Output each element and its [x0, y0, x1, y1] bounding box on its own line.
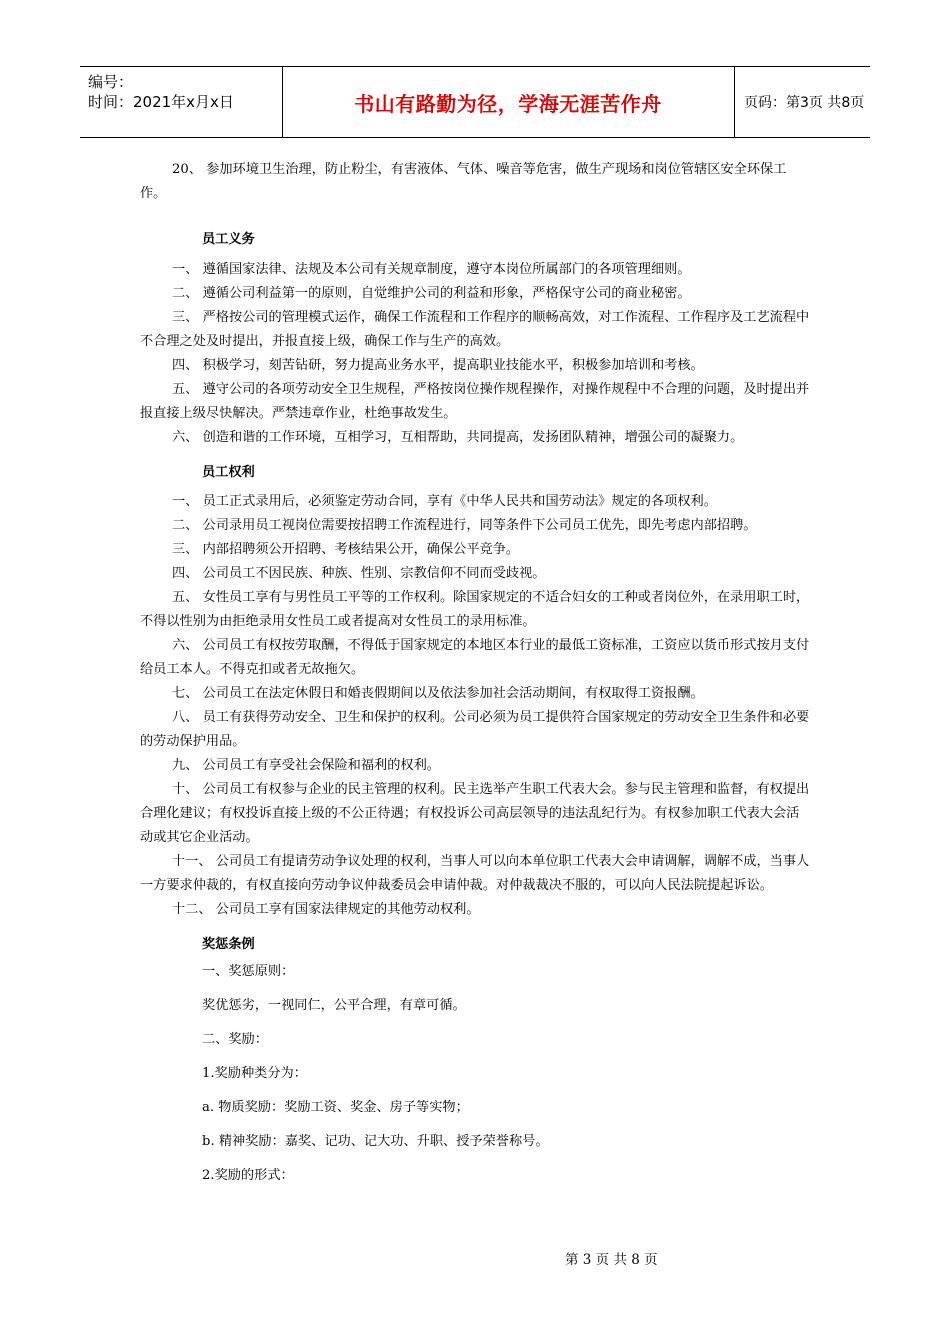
- rights-list: [140, 490, 810, 922]
- reward-line: 1.奖励种类分为：: [202, 1066, 307, 1081]
- duty-item: 一、 遵循国家法律、法规及本公司有关规章制度，遵守本岗位所属部门的各项管理细则。: [172, 262, 691, 277]
- header-info-cell: [80, 67, 283, 137]
- duty-item: 二、 遵循公司利益第一的原则，自觉维护公司的利益和形象，严格保守公司的商业秘密。: [172, 286, 691, 301]
- number-label: 编号：: [88, 73, 134, 91]
- section-heading-duties: 员工义务: [202, 232, 255, 247]
- time-label: 时间：2021年x月x日: [88, 93, 234, 111]
- rewards-section: [140, 960, 810, 1188]
- document-body: [140, 158, 810, 1188]
- page-indicator: 页码：第3页 共8页: [744, 95, 865, 111]
- right-item: 十二、 公司员工享有国家法律规定的其他劳动权利。: [172, 902, 480, 917]
- right-item: 十一、 公司员工有提请劳动争议处理的权利，当事人可以向本单位职工代表大会申请调解，调解不成，当事人一方要求仲裁的，有权直接向劳动争议仲裁委员会申请仲裁。对仲裁裁决不服的，可以向人民法院提起诉讼。: [140, 854, 810, 893]
- right-item: 十、 公司员工有权参与企业的民主管理的权利。民主选举产生职工代表大会。参与民主管理和监督，有权提出合理化建议；有权投诉直接上级的不公正待遇；有权投诉公司高层领导的违法乱纪行为。有权参加职工代表大会活动或其它企业活动。: [140, 782, 810, 845]
- right-item: 五、 女性员工享有与男性员工平等的工作权利。除国家规定的不适合妇女的工种或者岗位外，在录用职工时，不得以性别为由拒绝录用女性员工或者提高对女性员工的录用标准。: [140, 590, 810, 629]
- right-item: 三、 内部招聘须公开招聘、考核结果公开，确保公平竞争。: [172, 542, 520, 557]
- reward-line: 二、奖励：: [202, 1032, 268, 1047]
- right-item: 七、 公司员工在法定休假日和婚丧假期间以及依法参加社会活动期间，有权取得工资报酬。: [172, 686, 704, 701]
- reward-line: 2.奖励的形式：: [202, 1168, 294, 1183]
- right-item: 一、 员工正式录用后，必须鉴定劳动合同，享有《中华人民共和国劳动法》规定的各项权利。: [172, 494, 717, 509]
- right-item: 六、 公司员工有权按劳取酬，不得低于国家规定的本地区本行业的最低工资标准，工资应以货币形式按月支付给员工本人。不得克扣或者无故拖欠。: [140, 638, 810, 677]
- paragraph-20: 20、 参加环境卫生治理，防止粉尘，有害液体、气体、噪音等危害，做生产现场和岗位管辖区安全环保工作。: [140, 162, 787, 201]
- header-motto-cell: [282, 67, 735, 137]
- right-item: 四、 公司员工不因民族、种族、性别、宗教信仰不同而受歧视。: [172, 566, 546, 581]
- right-item: 二、 公司录用员工视岗位需要按招聘工作流程进行，同等条件下公司员工优先，即先考虑内部招聘。: [172, 518, 757, 533]
- header-page-cell: [734, 67, 870, 137]
- section-heading-rewards: 奖惩条例: [202, 937, 255, 952]
- right-item: 九、 公司员工有享受社会保险和福利的权利。: [172, 758, 440, 773]
- motto-text: 书山有路勤为径，学海无涯苦作舟: [354, 91, 662, 116]
- duty-item: 三、 严格按公司的管理模式运作，确保工作流程和工作程序的顺畅高效，对工作流程、工作程序及工艺流程中不合理之处及时提出，并报直接上级，确保工作与生产的高效。: [140, 310, 810, 349]
- duty-item: 六、 创造和谐的工作环境，互相学习，互相帮助，共同提高，发扬团队精神，增强公司的凝聚力。: [172, 430, 744, 445]
- duty-item: 四、 积极学习，刻苦钻研，努力提高业务水平，提高职业技能水平，积极参加培训和考核。: [172, 358, 704, 373]
- reward-line: 奖优惩劣，一视同仁，公平合理，有章可循。: [202, 998, 466, 1013]
- duties-list: [140, 258, 810, 450]
- right-item: 八、 员工有获得劳动安全、卫生和保护的权利。公司必须为员工提供符合国家规定的劳动安全卫生条件和必要的劳动保护用品。: [140, 710, 810, 749]
- page-header: [80, 66, 870, 138]
- page-footer: 第 3 页 共 8 页: [565, 1252, 658, 1268]
- section-heading-rights: 员工权利: [202, 465, 255, 480]
- reward-line: 一、奖惩原则：: [202, 964, 295, 979]
- reward-line: a. 物质奖励：奖励工资、奖金、房子等实物；: [202, 1100, 469, 1115]
- duty-item: 五、 遵守公司的各项劳动安全卫生规程，严格按岗位操作规程操作，对操作规程中不合理的问题，及时提出并报直接上级尽快解决。严禁违章作业，杜绝事故发生。: [140, 382, 810, 421]
- reward-line: b. 精神奖励：嘉奖、记功、记大功、升职、授予荣誉称号。: [202, 1134, 549, 1149]
